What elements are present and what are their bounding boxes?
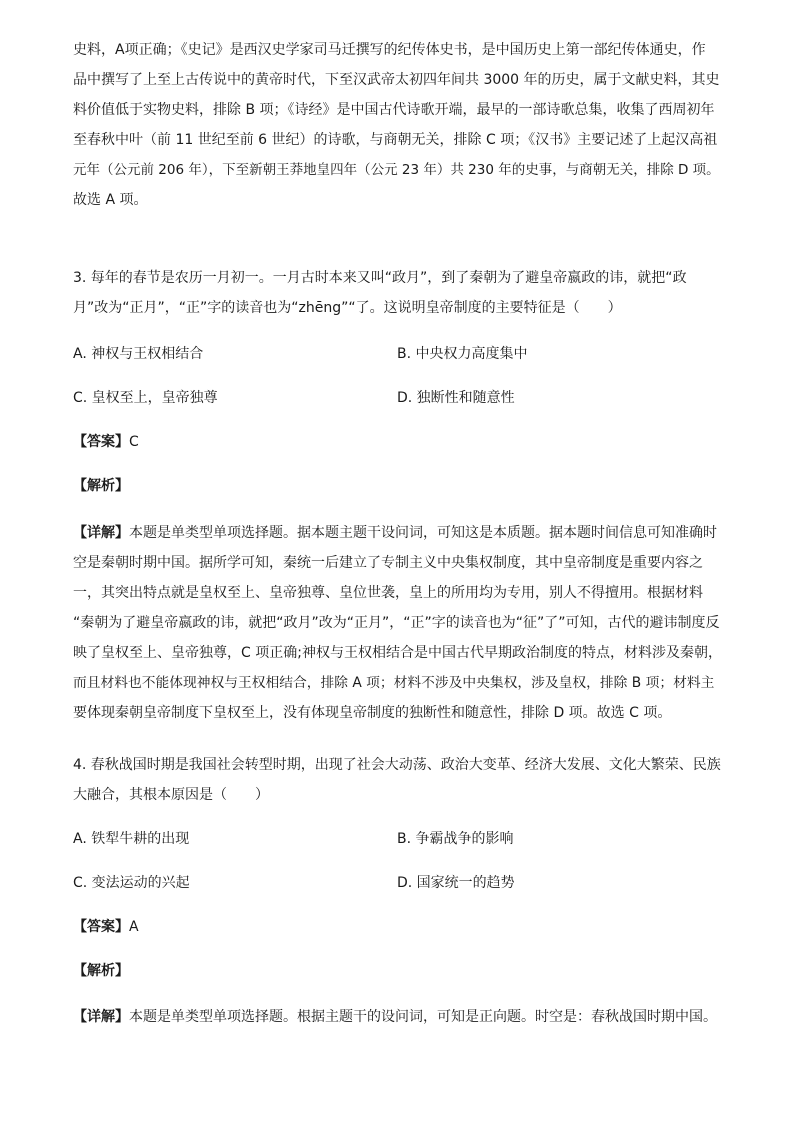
question-3-answer xyxy=(73,430,139,454)
option-d: D. 独断性和随意性 xyxy=(397,390,515,406)
text-line: 史料，A项正确；《史记》是西汉史学家司马迁撰写的纪传体史书，是中国历史上第一部纪传体通史，作 xyxy=(73,42,706,58)
option-b: B. 争霸战争的影响 xyxy=(397,831,514,847)
option-a: A. 铁犁牛耕的出现 xyxy=(73,831,190,847)
detail-label: 【详解】 xyxy=(73,1009,129,1025)
text-line: 大融合，其根本原因是（ ） xyxy=(73,787,269,803)
text-line: 映了皇权至上、皇帝独尊，C 项正确;神权与王权相结合是中国古代早期政治制度的特点，材料涉及秦朝， xyxy=(73,645,722,661)
question-4-options-row-1 xyxy=(73,827,723,851)
analysis-label: 【解析】 xyxy=(73,963,129,979)
text-line: 月”改为“正月”，“正”字的读音也为“zhēng”“了。这说明皇帝制度的主要特征是（ ） xyxy=(73,300,622,316)
text-line: 空是秦朝时期中国。据所学可知，秦统一后建立了专制主义中央集权制度，其中皇帝制度是重要内容之 xyxy=(73,555,703,571)
option-b: B. 中央权力高度集中 xyxy=(397,346,528,362)
question-3-detail xyxy=(73,518,723,728)
analysis-label: 【解析】 xyxy=(73,478,129,494)
text-line xyxy=(73,1002,723,1032)
text-line xyxy=(73,518,723,548)
answer-label: 【答案】 xyxy=(73,919,129,935)
question-4-options-row-2 xyxy=(73,871,723,895)
option-c: C. 变法运动的兴起 xyxy=(73,875,190,891)
text-line: 料价值低于实物史料，排除 B 项；《诗经》是中国古代诗歌开端，最早的一部诗歌总集，收集了西周初年 xyxy=(73,102,715,118)
detail-text: 本题是单类型单项选择题。据本题主题干设问词，可知这是本质题。据本题时间信息可知准确时 xyxy=(129,525,717,541)
text-line: 元年（公元前 206 年），下至新朝王莽地皇四年（公元 23 年）共 230 年的史事，与商朝无关，排除 D 项。 xyxy=(73,162,720,178)
question-4-analysis xyxy=(73,959,129,983)
option-c: C. 皇权至上，皇帝独尊 xyxy=(73,390,218,406)
text-line: 一，其突出特点就是皇权至上、皇帝独尊、皇位世袭，皇上的所用均为专用，别人不得擅用。根据材料 xyxy=(73,585,703,601)
answer-value: C xyxy=(129,434,139,450)
text-line: “秦朝为了避皇帝嬴政的讳，就把“政月”改为“正月”，“正”字的读音也为“征”了”可知，古代的避讳制度反 xyxy=(73,615,720,631)
text-line: 要体现秦朝皇帝制度下皇权至上，没有体现皇帝制度的独断性和随意性，排除 D 项。故选 C 项。 xyxy=(73,705,672,721)
question-4-answer xyxy=(73,915,139,939)
question-3-analysis xyxy=(73,474,129,498)
question-3-options-row-1 xyxy=(73,342,723,366)
question-3-options-row-2 xyxy=(73,386,723,410)
option-d: D. 国家统一的趋势 xyxy=(397,875,515,891)
text-line: 至春秋中叶（前 11 世纪至前 6 世纪）的诗歌，与商朝无关，排除 C 项；《汉书》主要记述了上起汉高祖 xyxy=(73,132,718,148)
text-line: 而且材料也不能体现神权与王权相结合，排除 A 项；材料不涉及中央集权，涉及皇权，排除 B 项；材料主 xyxy=(73,675,715,691)
text-line: 4. 春秋战国时期是我国社会转型时期，出现了社会大动荡、政治大变革、经济大发展、文化大繁荣、民族 xyxy=(73,757,721,773)
question-4-detail xyxy=(73,1002,723,1032)
answer-value: A xyxy=(129,919,139,935)
text-line: 品中撰写了上至上古传说中的黄帝时代，下至汉武帝太初四年间共 3000 年的历史，属于文献史料，其史 xyxy=(73,72,720,88)
text-line: 故选 A 项。 xyxy=(73,192,148,208)
detail-text: 本题是单类型单项选择题。根据主题干的设问词，可知是正向题。时空是：春秋战国时期中国。 xyxy=(129,1009,717,1025)
answer-label: 【答案】 xyxy=(73,434,129,450)
detail-label: 【详解】 xyxy=(73,525,129,541)
text-line: 3. 每年的春节是农历一月初一。一月古时本来又叫“政月”，到了秦朝为了避皇帝嬴政的讳，就把“政 xyxy=(73,270,687,286)
intro-explanation xyxy=(73,35,723,215)
question-4-stem xyxy=(73,750,723,810)
option-a: A. 神权与王权相结合 xyxy=(73,346,204,362)
question-3-stem xyxy=(73,263,723,323)
